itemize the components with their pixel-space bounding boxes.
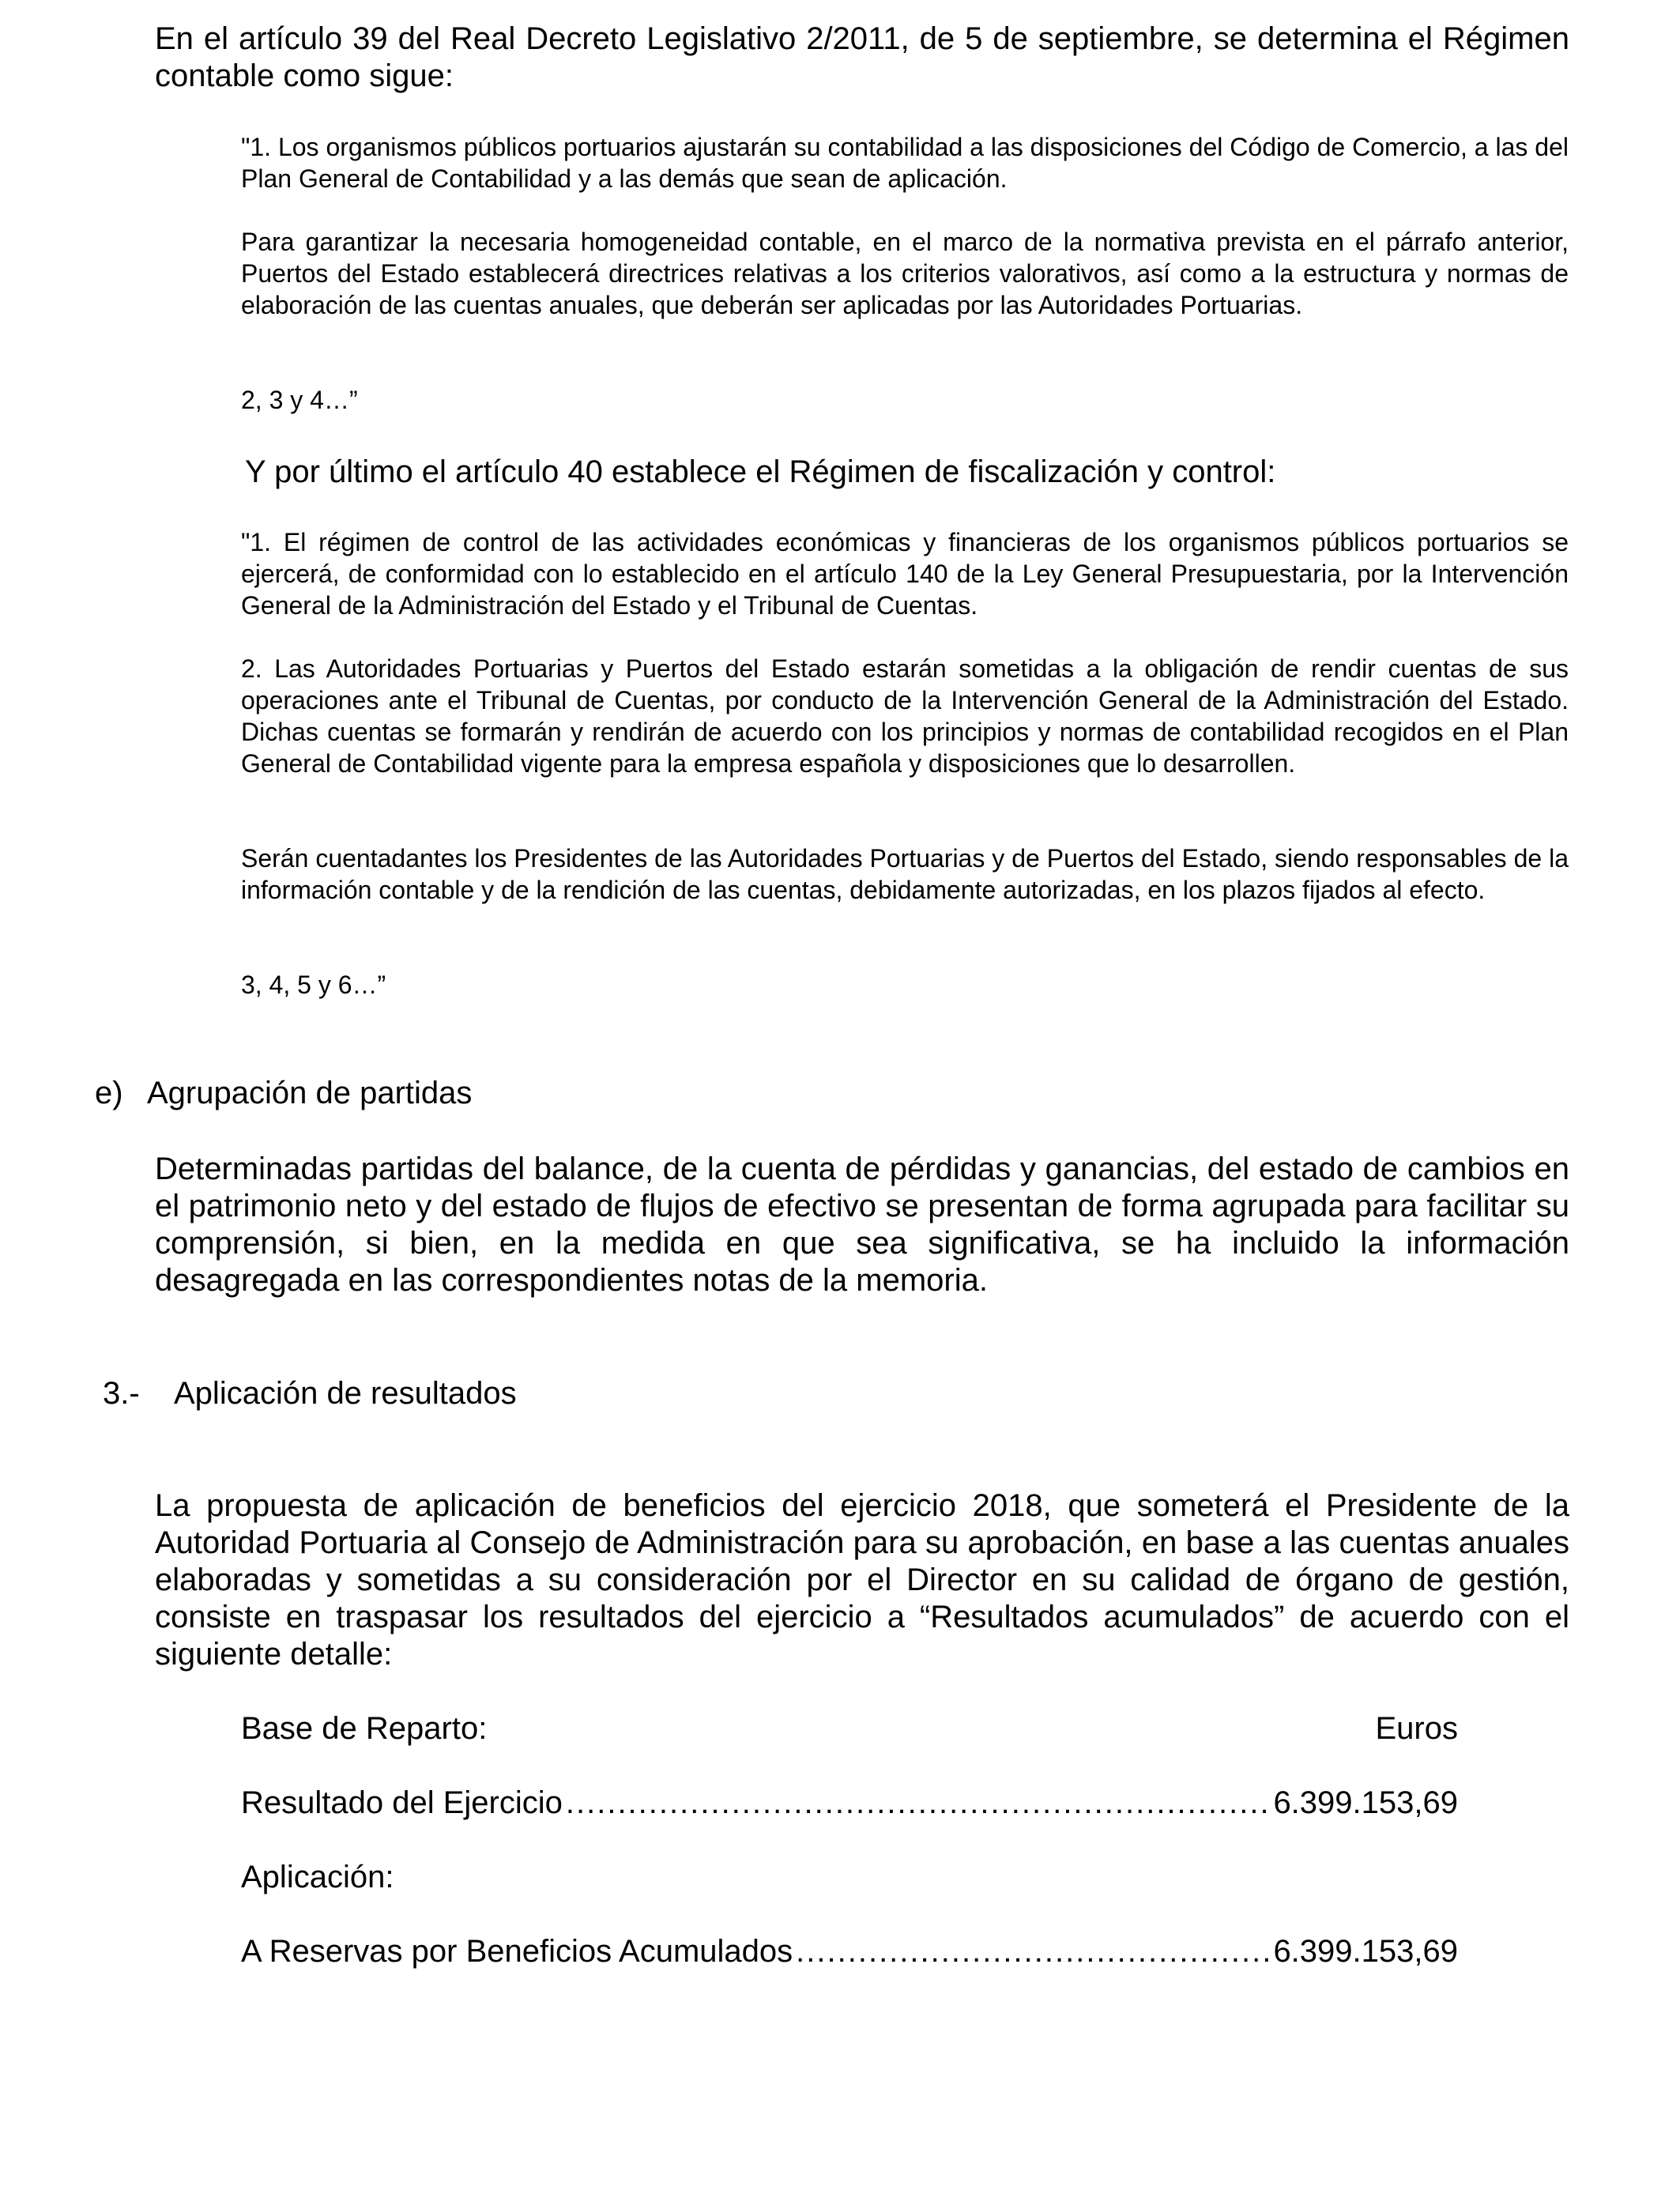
result-amount: 6.399.153,69 — [1273, 1785, 1458, 1820]
distribution-header-row — [241, 1710, 1458, 1747]
application-label: Aplicación: — [241, 1860, 394, 1894]
result-label: Resultado del Ejercicio — [241, 1785, 563, 1820]
article-39-quote-paragraph-3: 2, 3 y 4…” — [241, 386, 358, 414]
reserves-row — [241, 1933, 1458, 1970]
application-row — [241, 1859, 1458, 1896]
article-40-quote-paragraph-3: Serán cuentadantes los Presidentes de las Autoridades Portuarias y de Puertos del Estado, siendo responsables de la información contable y de la rendición de las cuentas, debidamente autorizadas, en los plazos fijados al efecto. — [241, 844, 1569, 904]
article-40-quote-paragraph-1: "1. El régimen de control de las actividades económicas y financieras de los organismos públicos portuarios se ejercerá, de conformidad con lo establecido en el artículo 140 de la Ley General Presupuestaria, por la Intervención General de la Administración del Estado y el Tribunal de Cuentas. — [241, 528, 1569, 620]
article-40-quote-paragraph-4: 3, 4, 5 y 6…” — [241, 971, 386, 999]
section-e-body: Determinadas partidas del balance, de la cuenta de pérdidas y ganancias, del estado de cambios en el patrimonio neto y del estado de flujos de efectivo se presentan de forma agrupada para facilitar su comprensión, si bien, en la medida en que sea significativa, se ha incluido la información desagregada en las correspondientes notas de la memoria. — [155, 1152, 1569, 1298]
result-row — [241, 1785, 1458, 1822]
dot-leader — [566, 1785, 1271, 1822]
section-3-title: Aplicación de resultados — [174, 1376, 517, 1411]
reserves-amount: 6.399.153,69 — [1273, 1934, 1458, 1969]
article-39-quote-paragraph-2: Para garantizar la necesaria homogeneidad contable, en el marco de la normativa prevista en el párrafo anterior, Puertos del Estado establecerá directrices relativas a los criterios valorativos, así como a la estructura y normas de elaboración de las cuentas anuales, que deberán ser aplicadas por las Autoridades Portuarias. — [241, 228, 1569, 319]
article-40-quote-paragraph-2: 2. Las Autoridades Portuarias y Puertos del Estado estarán sometidas a la obligación de rendir cuentas de sus operaciones ante el Tribunal de Cuentas, por conducto de la Intervención General de la Administración del Estado. Dichas cuentas se formarán y rendirán de acuerdo con los principios y normas de contabilidad recogidos en el Plan General de Contabilidad vigente para la empresa española y disposiciones que lo desarrollen. — [241, 654, 1569, 778]
section-3-body: La propuesta de aplicación de beneficios del ejercicio 2018, que someterá el Presidente de la Autoridad Portuaria al Consejo de Administración para su aprobación, en base a las cuentas anuales elaboradas y sometidas a su consideración por el Director en su calidad de órgano de gestión, consiste en traspasar los resultados del ejercicio a “Resultados acumulados” de acuerdo con el siguiente detalle: — [155, 1488, 1569, 1672]
currency-label: Euros — [1375, 1711, 1458, 1746]
section-e-title: Agrupación de partidas — [147, 1076, 473, 1110]
base-label: Base de Reparto: — [241, 1711, 488, 1746]
article-39-quote-paragraph-1: "1. Los organismos públicos portuarios ajustarán su contabilidad a las disposiciones del Código de Comercio, a las del Plan General de Contabilidad y a las demás que sean de aplicación. — [241, 133, 1569, 193]
section-e-marker: e) — [95, 1076, 123, 1110]
intro-article-39: En el artículo 39 del Real Decreto Legislativo 2/2011, de 5 de septiembre, se determina el Régimen contable como sigue: — [155, 21, 1569, 93]
section-3-number: 3.- — [103, 1376, 140, 1411]
reserves-label: A Reservas por Beneficios Acumulados — [241, 1934, 793, 1969]
intro-article-40: Y por último el artículo 40 establece el Régimen de fiscalización y control: — [245, 454, 1276, 489]
dot-leader — [796, 1933, 1270, 1970]
